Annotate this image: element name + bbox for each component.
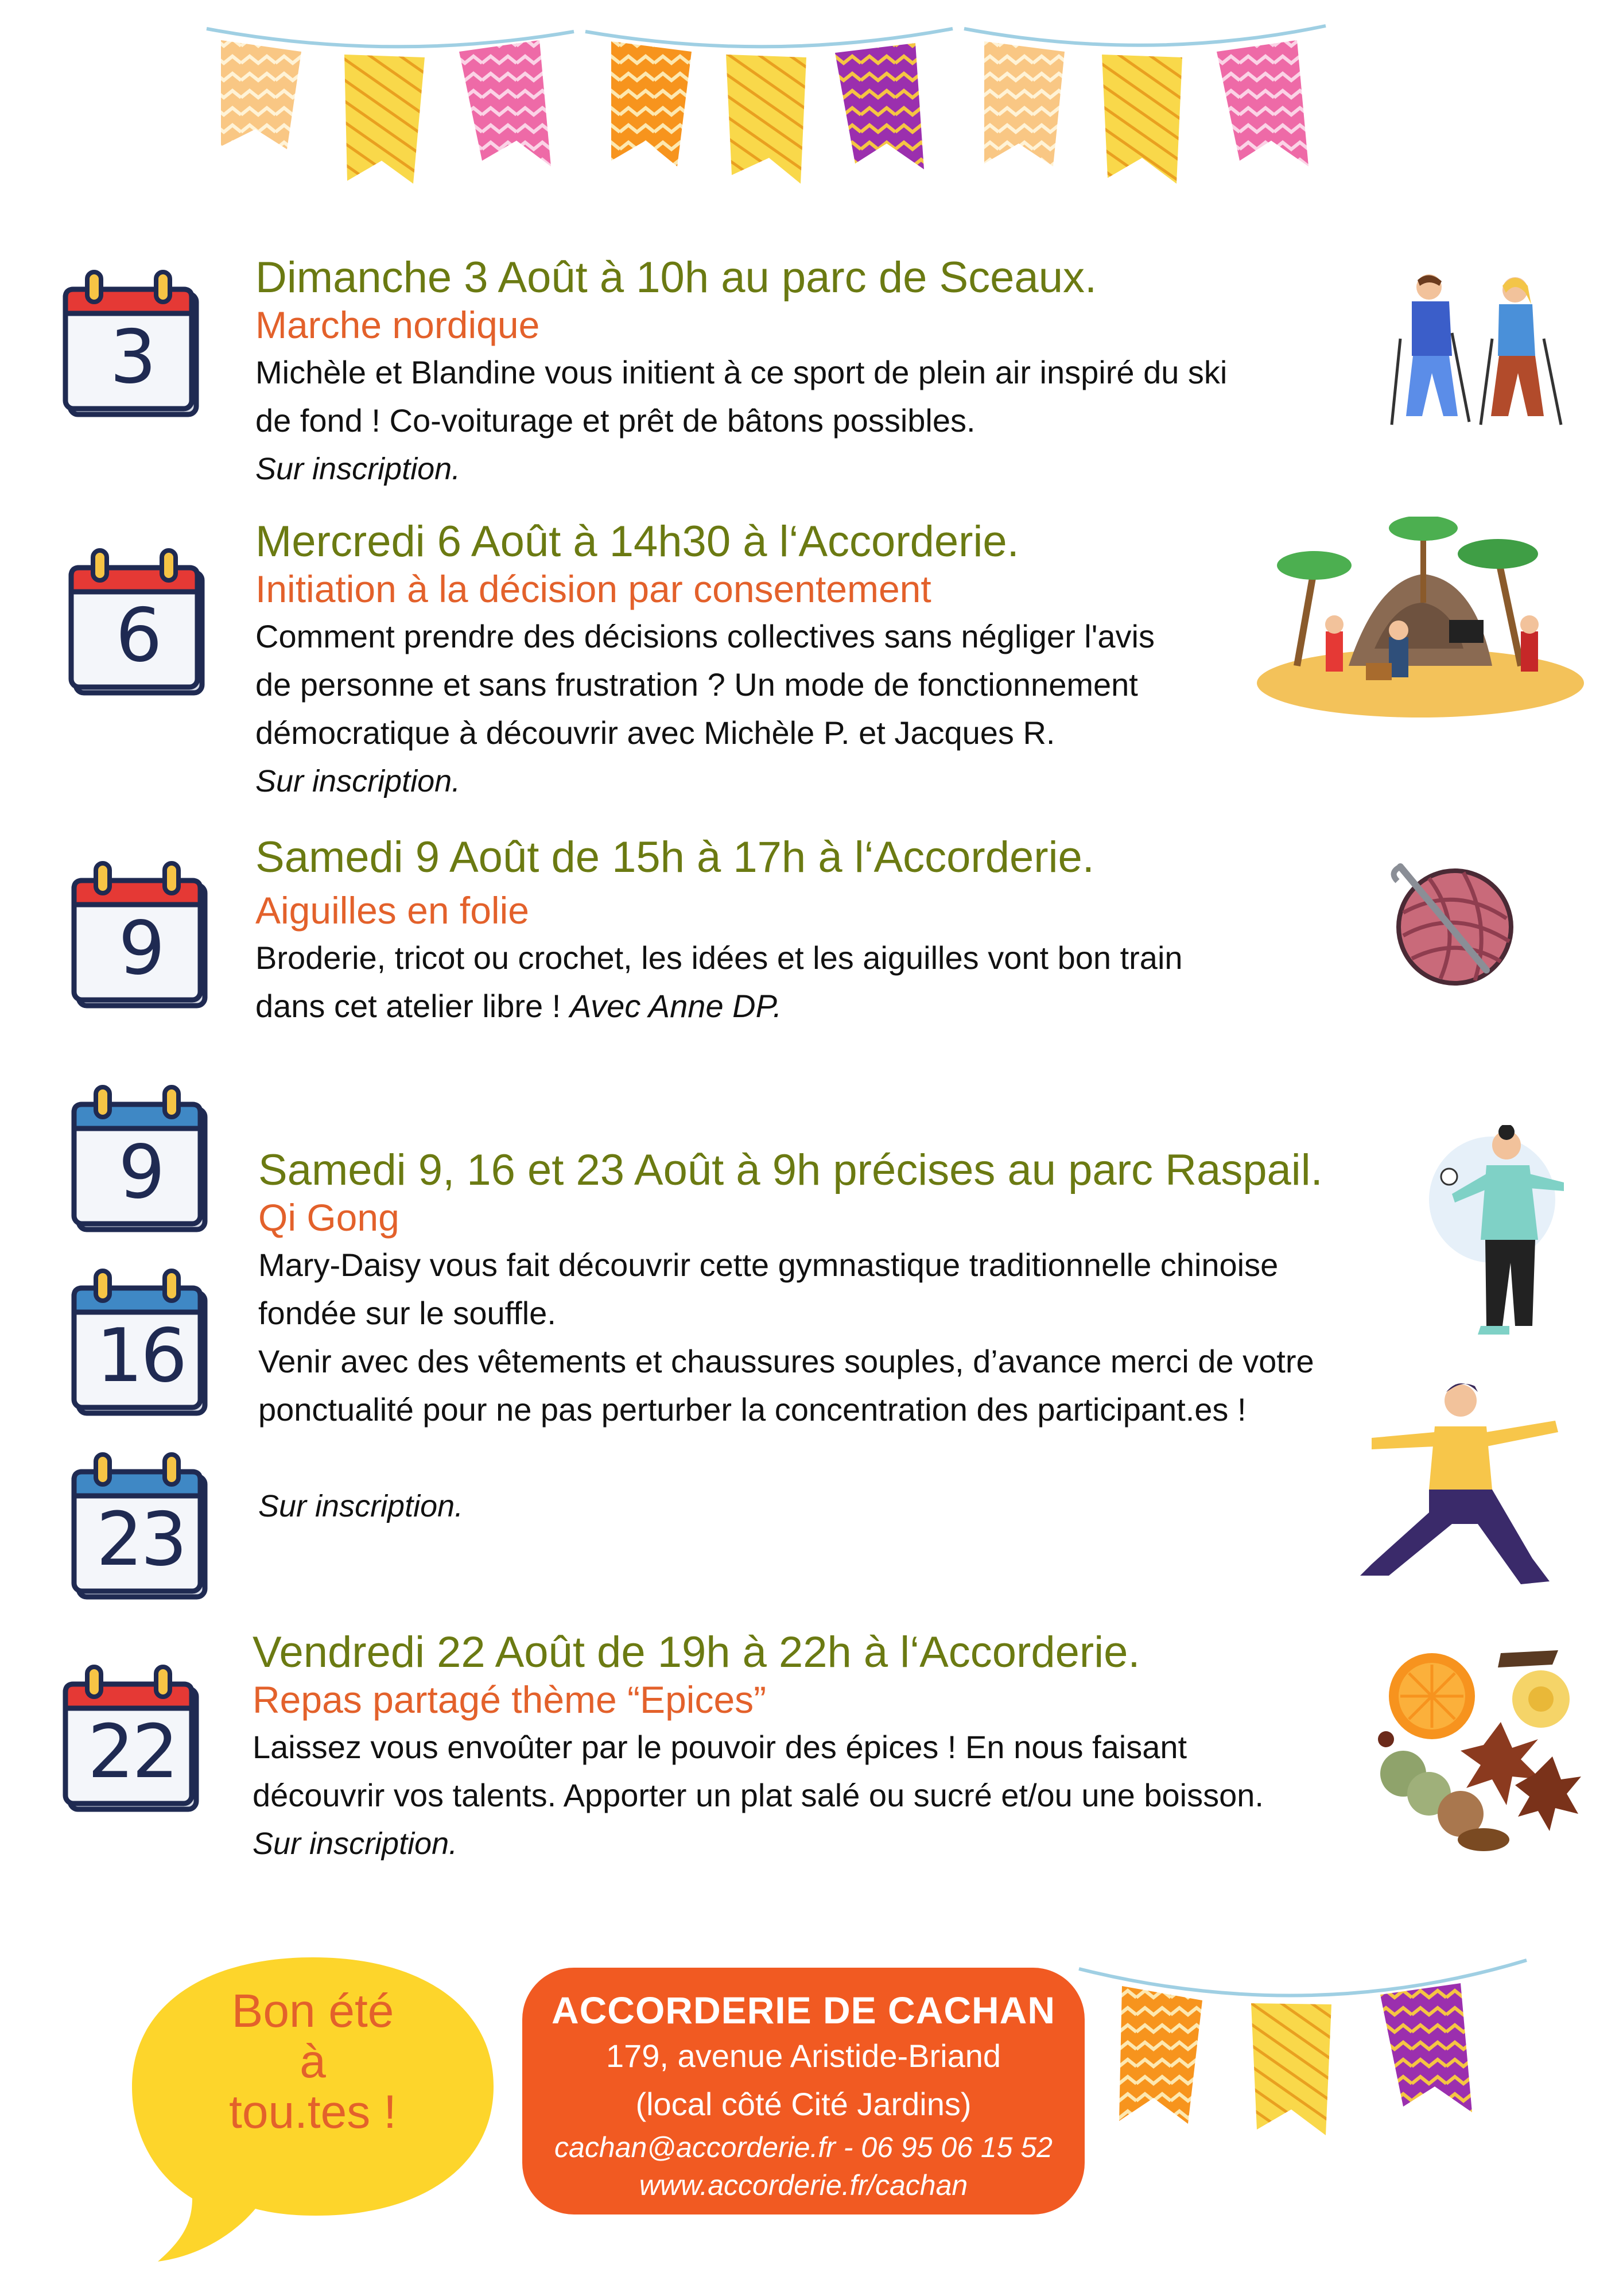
description-line: Venir avec des vêtements et chaussures souples, d’avance merci de votre <box>258 1343 1314 1379</box>
greeting-line: Bon été <box>231 1985 394 2037</box>
calendar-icon-16-blue <box>72 1269 209 1412</box>
calendar-day-number: 16 <box>96 1313 185 1399</box>
organization-name: ACCORDERIE DE CACHAN <box>551 1989 1056 2031</box>
calendar-icon-3 <box>63 270 201 413</box>
event-note: Sur inscription. <box>255 763 461 798</box>
description-line: Broderie, tricot ou crochet, les idées et les aiguilles vont bon train <box>255 939 1183 976</box>
event-needlework <box>255 832 1346 1030</box>
description-line: Michèle et Blandine vous initient à ce sport de plein air inspiré du ski <box>255 354 1228 390</box>
qi-gong-woman-illustration <box>1423 1125 1578 1343</box>
description-line: démocratique à découvrir avec Michèle P. et Jacques R. <box>255 714 1055 751</box>
address-line: 179, avenue Aristide-Briand <box>606 2038 1001 2074</box>
event-subtitle: Qi Gong <box>258 1196 399 1239</box>
event-subtitle: Marche nordique <box>255 304 540 347</box>
event-title: Samedi 9 Août de 15h à 17h à l‘Accorderie. <box>255 833 1094 882</box>
description-line: de personne et sans frustration ? Un mode de fonctionnement <box>255 666 1138 703</box>
location-line: (local côté Cité Jardins) <box>635 2086 972 2122</box>
bottom-bunting-decoration <box>1067 1952 1550 2170</box>
calendar-day-number: 6 <box>115 593 160 678</box>
calendar-day-number: 23 <box>96 1497 185 1583</box>
event-description <box>255 348 1346 445</box>
greeting-line: à <box>300 2035 326 2088</box>
description-host: Avec Anne DP. <box>569 987 782 1024</box>
greeting-line: tou.tes ! <box>229 2086 397 2138</box>
event-subtitle: Initiation à la décision par consentement <box>255 568 931 611</box>
description-line: de fond ! Co-voiturage et prêt de bâtons possibles. <box>255 402 976 439</box>
event-title: Samedi 9, 16 et 23 Août à 9h précises au parc Raspail. <box>258 1146 1323 1194</box>
event-title: Vendredi 22 Août de 19h à 22h à l‘Accorderie. <box>253 1628 1140 1677</box>
top-bunting-decoration <box>0 0 1623 207</box>
description-line: découvrir vos talents. Apporter un plat salé ou sucré et/ou une boisson. <box>253 1777 1264 1813</box>
event-note: Sur inscription. <box>255 451 461 486</box>
calendar-icon-22 <box>63 1665 201 1808</box>
event-subtitle: Aiguilles en folie <box>255 889 529 932</box>
calendar-icon-23-blue <box>72 1452 209 1596</box>
event-subtitle: Repas partagé thème “Epices” <box>253 1678 767 1721</box>
description-line: fondée sur le souffle. <box>258 1294 556 1331</box>
event-title: Mercredi 6 Août à 14h30 à l‘Accorderie. <box>255 517 1019 566</box>
nordic-walkers-illustration <box>1377 270 1567 430</box>
greeting-text <box>126 1986 499 2138</box>
calendar-day-number: 9 <box>118 1130 163 1215</box>
description-line: Laissez vous envoûter par le pouvoir des épices ! En nous faisant <box>253 1728 1187 1765</box>
description-line: ponctualité pour ne pas perturber la concentration des participant.es ! <box>258 1391 1247 1428</box>
calendar-icon-6 <box>69 548 207 692</box>
event-consent-decision <box>255 517 1346 805</box>
spices-illustration <box>1369 1642 1593 1860</box>
greeting-speech-bubble <box>126 1946 499 2267</box>
event-description <box>255 934 1346 1030</box>
event-note: Sur inscription. <box>258 1488 464 1523</box>
contact-card <box>522 1968 1085 2214</box>
qi-gong-man-illustration <box>1349 1375 1567 1593</box>
event-description <box>258 1241 1435 1434</box>
event-spice-meal <box>253 1627 1429 1868</box>
calendar-day-number: 3 <box>110 315 154 400</box>
event-qi-gong <box>258 1145 1435 1530</box>
email-phone-line: cachan@accorderie.fr - 06 95 06 15 52 <box>554 2131 1053 2163</box>
description-line-last <box>255 982 1346 1030</box>
calendar-icon-9 <box>72 861 209 1004</box>
pirate-island-illustration <box>1251 517 1590 723</box>
event-description <box>253 1723 1429 1820</box>
calendar-day-number: 9 <box>118 906 163 991</box>
event-description <box>255 612 1346 757</box>
description-text: dans cet atelier libre ! <box>255 987 570 1024</box>
calendar-day-number: 22 <box>87 1709 177 1795</box>
yarn-ball-crochet-illustration <box>1377 850 1527 993</box>
event-nordic-walk <box>255 253 1346 493</box>
calendar-icon-9-blue <box>72 1085 209 1228</box>
event-note: Sur inscription. <box>253 1826 458 1861</box>
website-link[interactable]: www.accorderie.fr/cachan <box>639 2169 968 2201</box>
event-title: Dimanche 3 Août à 10h au parc de Sceaux. <box>255 253 1097 302</box>
description-line: Comment prendre des décisions collectives sans négliger l'avis <box>255 618 1155 654</box>
description-line: Mary-Daisy vous fait découvrir cette gymnastique traditionnelle chinoise <box>258 1246 1279 1283</box>
